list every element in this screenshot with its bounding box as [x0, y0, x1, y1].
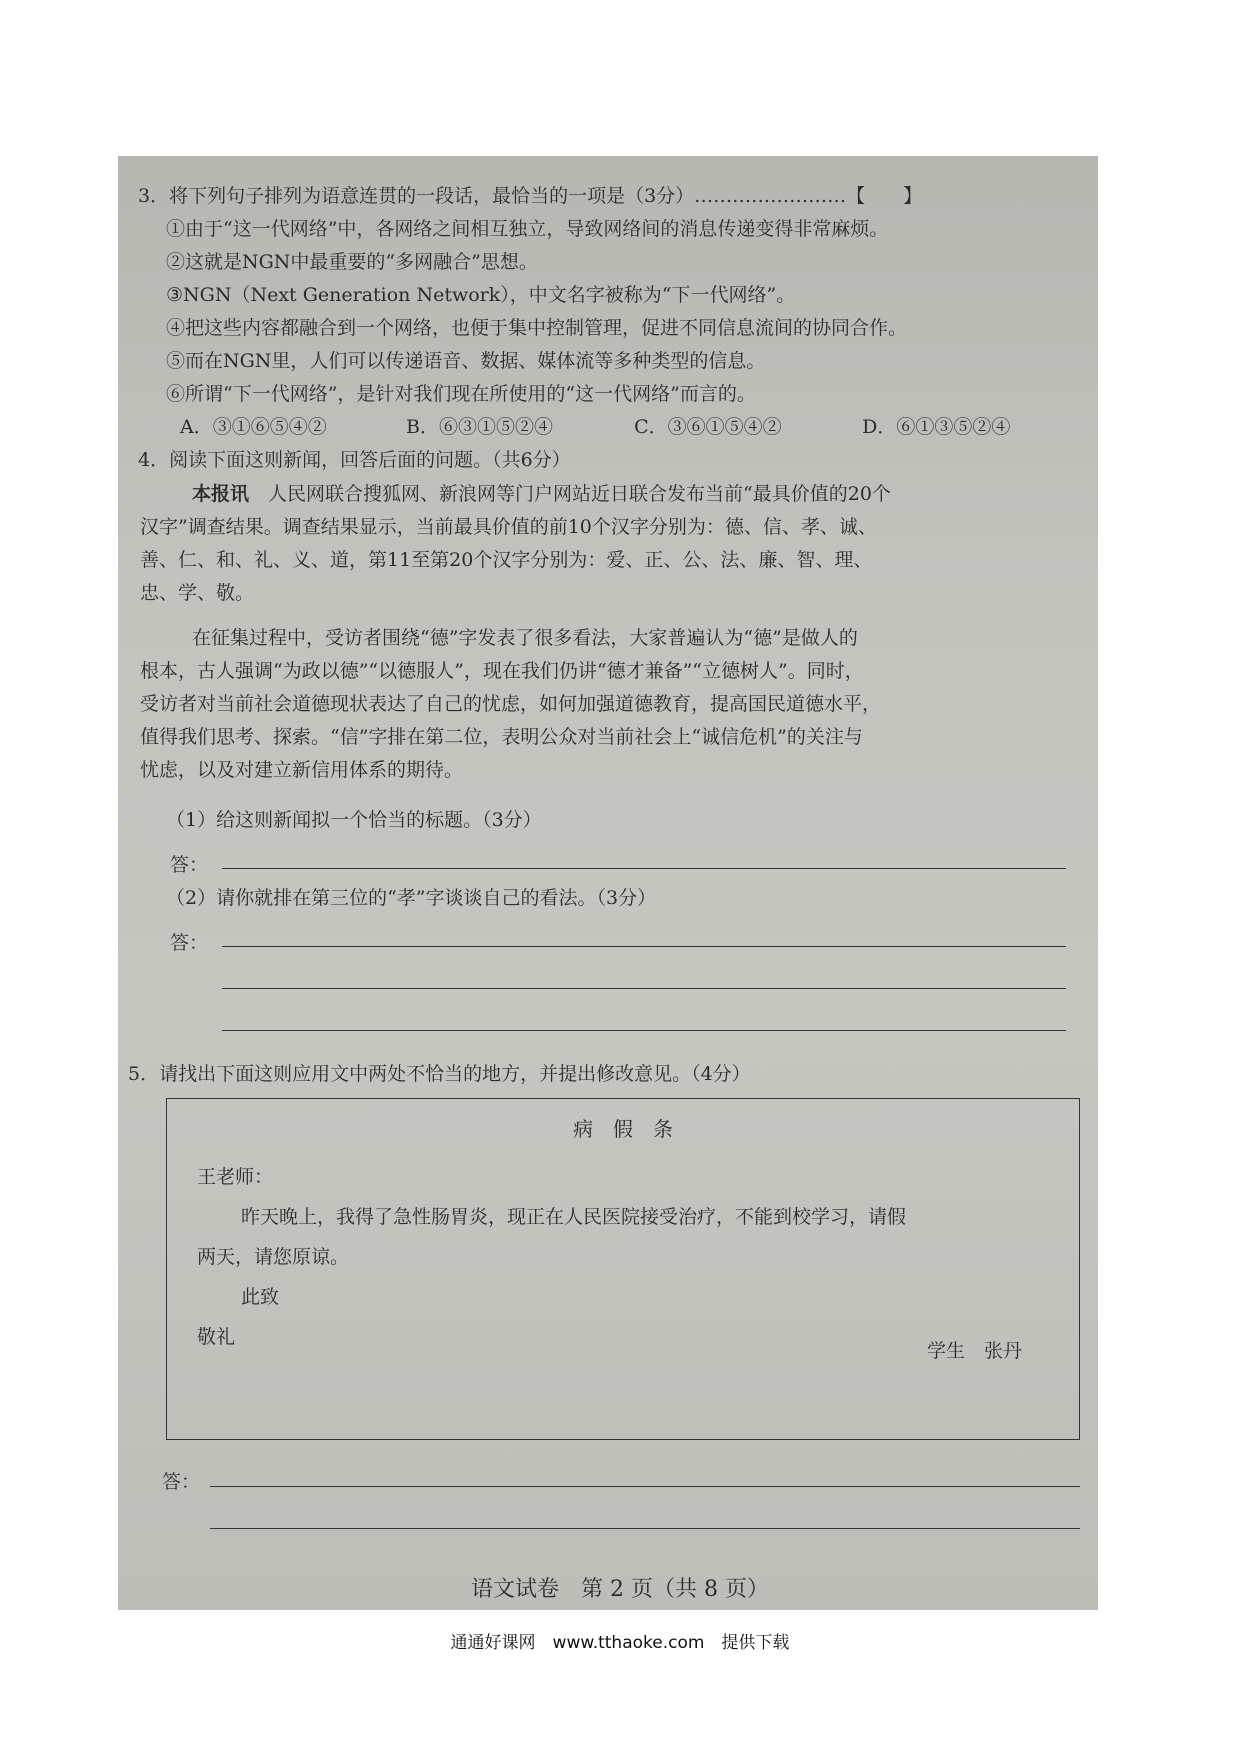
q5-answer-line-1[interactable]	[210, 1486, 1080, 1487]
q3-sentence-4: ④把这些内容都融合到一个网络，也便于集中控制管理，促进不同信息流间的协同合作。	[166, 317, 908, 339]
q4-sub2-answer-line-1[interactable]	[222, 946, 1066, 947]
q5-answer-label: 答：	[162, 1471, 201, 1493]
q4-para2-line3: 受访者对当前社会道德现状表达了自己的忧虑，如何加强道德教育，提高国民道德水平，	[140, 693, 882, 715]
q5-answer-line-2[interactable]	[210, 1528, 1080, 1529]
q4-sub2-answer-label: 答：	[170, 932, 209, 954]
note-body-line1: 昨天晚上，我得了急性肠胃炎，现正在人民医院接受治疗，不能到校学习，请假	[241, 1206, 907, 1228]
q4-para1-text-1: 人民网联合搜狐网、新浪网等门户网站近日联合发布当前“最具价值的20个	[268, 483, 891, 505]
q3-stem: 3．将下列句子排列为语意连贯的一段话，最恰当的一项是（3分）……………………【 】	[138, 185, 923, 207]
q4-para2-line2: 根本，古人强调“为政以德”“以德服人”，现在我们仍讲“德才兼备”“立德树人”。同时，	[140, 660, 864, 682]
page-footer: 语文试卷 第 2 页（共 8 页）	[471, 1577, 769, 1602]
q3-option-c: C．③⑥①⑤④②	[634, 416, 782, 438]
q3-option-d: D．⑥①③⑤②④	[862, 416, 1011, 438]
q4-sub2-answer-line-3[interactable]	[222, 1030, 1066, 1031]
q3-option-a: A．③①⑥⑤④②	[180, 416, 327, 438]
q3-options	[180, 415, 1010, 439]
q3-sentence-5: ⑤而在NGN里，人们可以传递语音、数据、媒体流等多种类型的信息。	[166, 350, 766, 372]
q4-para1-line1	[192, 482, 891, 506]
q3-sentence-1: ①由于“这一代网络”中，各网络之间相互独立，导致网络间的消息传递变得非常麻烦。	[166, 218, 889, 240]
q4-sub2: （2）请你就排在第三位的“孝”字谈谈自己的看法。（3分）	[166, 887, 657, 909]
download-credit: 通通好课网 www.tthaoke.com 提供下载	[450, 1633, 790, 1653]
note-greeting: 王老师：	[197, 1166, 274, 1188]
note-body-line2: 两天，请您原谅。	[197, 1246, 350, 1268]
q4-para2-line5: 忧虑，以及对建立新信用体系的期待。	[140, 759, 464, 781]
q4-sub1-answer-line[interactable]	[222, 868, 1066, 869]
q5-stem: 5．请找出下面这则应用文中两处不恰当的地方，并提出修改意见。（4分）	[128, 1063, 751, 1085]
note-closing-1: 此致	[241, 1286, 280, 1308]
q4-para1-line3: 善、仁、和、礼、义、道，第11至第20个汉字分别为：爱、正、公、法、廉、智、理、	[140, 549, 873, 571]
q4-para2-line1: 在征集过程中，受访者围绕“德”字发表了很多看法，大家普遍认为“德”是做人的	[192, 627, 858, 649]
q4-para1-line2: 汉字”调查结果。调查结果显示，当前最具价值的前10个汉字分别为：德、信、孝、诚、	[140, 516, 877, 538]
q4-para2-line4: 值得我们思考、探索。“信”字排在第二位，表明公众对当前社会上“诚信危机”的关注与	[140, 726, 863, 748]
q4-sub1: （1）给这则新闻拟一个恰当的标题。（3分）	[166, 809, 542, 831]
q4-sub2-answer-line-2[interactable]	[222, 988, 1066, 989]
note-closing-2: 敬礼	[197, 1326, 236, 1348]
note-title: 病 假 条	[573, 1117, 673, 1141]
q3-sentence-3: ③NGN（Next Generation Network），中文名字被称为“下一代网络”。	[166, 284, 796, 306]
q3-sentence-6: ⑥所谓“下一代网络”，是针对我们现在所使用的“这一代网络”而言的。	[166, 383, 756, 405]
news-lead: 本报讯	[192, 483, 250, 505]
note-signature: 学生 张丹	[927, 1340, 1023, 1362]
q3-sentence-2: ②这就是NGN中最重要的“多网融合”思想。	[166, 251, 538, 273]
q3-option-b: B．⑥③①⑤②④	[406, 416, 554, 438]
sick-leave-note	[166, 1098, 1080, 1440]
q4-sub1-answer-label: 答：	[170, 854, 209, 876]
q4-para1-line4: 忠、学、敬。	[140, 582, 255, 604]
q4-stem: 4．阅读下面这则新闻，回答后面的问题。（共6分）	[138, 449, 571, 471]
